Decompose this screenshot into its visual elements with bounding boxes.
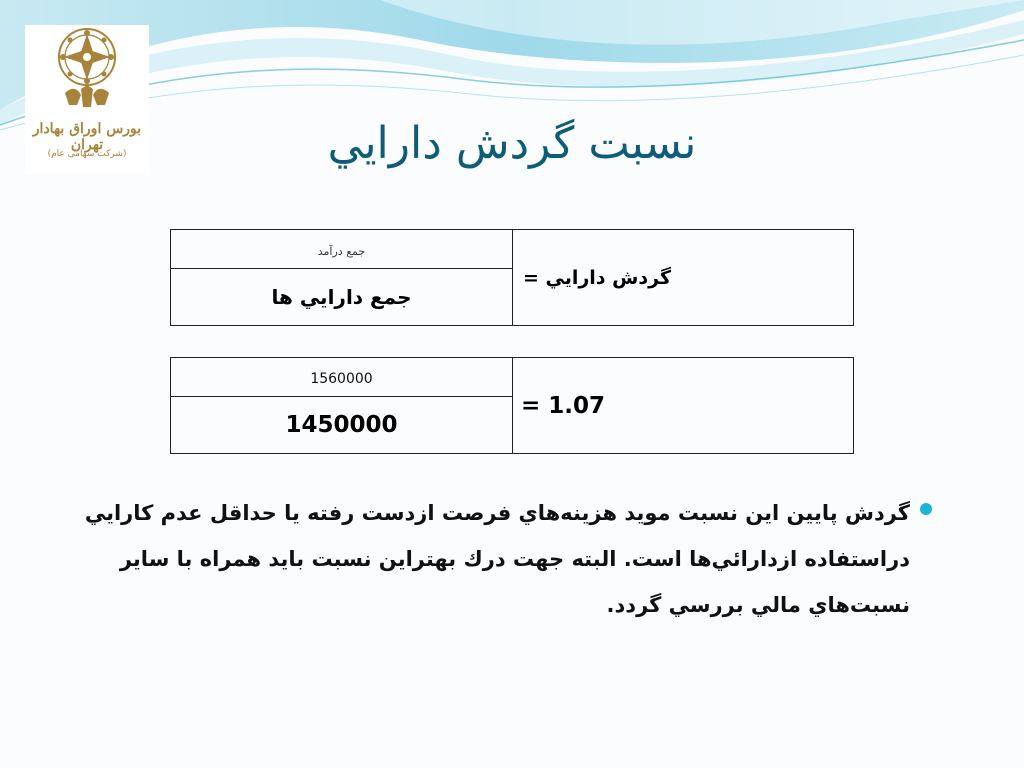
formula-table [170,229,854,326]
slide-title: نسبت گردش دارايي [327,118,697,169]
formula-numerator: جمع درآمد [317,244,366,258]
formula-numerator-cell [171,230,513,269]
formula-denominator-cell [171,269,513,326]
logo-main-text: بورس اوراق بهادار تهران [32,121,142,153]
example-table [170,357,854,454]
example-denominator-cell [171,397,513,454]
example-numerator-cell [171,358,513,397]
example-numerator: 1560000 [310,370,373,387]
formula-denominator: جمع دارايي ها [271,285,412,309]
example-result: = 1.07 [521,392,606,419]
formula-label-cell [513,230,854,326]
emblem-icon [25,25,149,121]
formula-label: گردش دارايي = [522,266,671,289]
bullet-icon [920,503,932,515]
example-result-cell [513,358,854,454]
bullet-text: گردش پايين اين نسبت مويد هزينه‌هاي فرصت ازدست رفته يا حداقل عدم كارايي دراستفاده ازدارائي‌ها است. البته جهت درك بهتراين نسبت بايد همراه با ساير نسبت‌هاي مالي بررسي گردد. [84,501,910,617]
example-denominator: 1450000 [285,412,398,438]
logo-sub-text: (شرکت سهامی عام) [47,149,127,159]
